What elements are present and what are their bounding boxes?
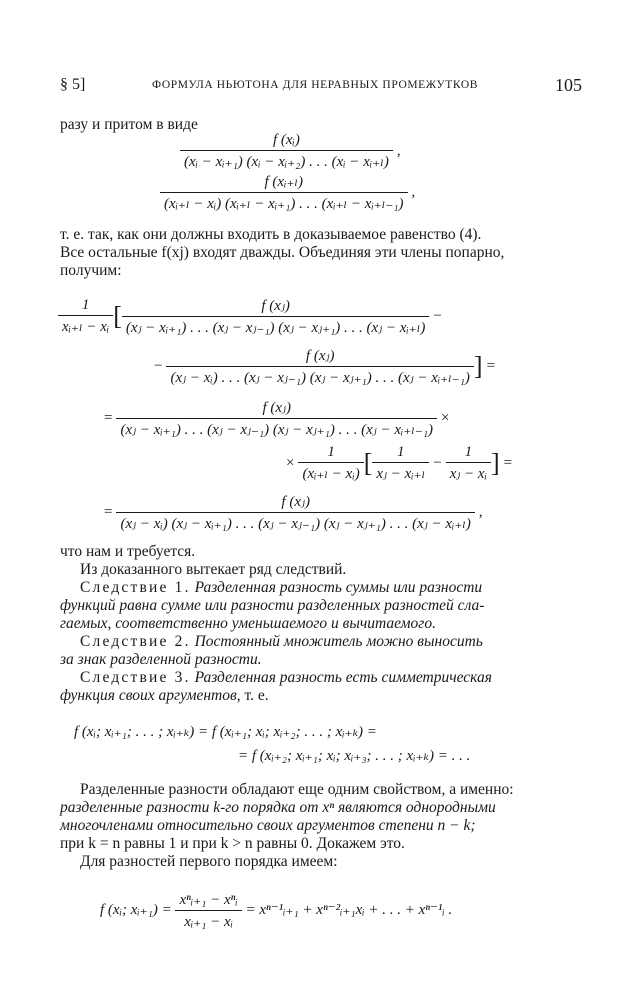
numerator: xⁿᵢ₊₁ − xⁿᵢ [179,892,238,908]
running-title: ФОРМУЛА НЬЮТОНА ДЛЯ НЕРАВНЫХ ПРОМЕЖУТКОВ [152,79,479,91]
fraction [175,890,241,931]
left-bracket: [ [113,301,122,331]
times-sign: × [441,409,450,426]
denominator: (xⱼ − xᵢ₊₁) . . . (xⱼ − xⱼ₋₁) (xⱼ − xⱼ₊₁) . . . (xⱼ − xᵢ₊ₗ) [122,316,429,337]
numerator: f (xᵢ₊ₗ) [264,174,304,190]
corollary-label: Следствие 1. [80,579,191,596]
equals-sign: = [104,503,113,520]
equation-line-2 [150,346,499,387]
text-line: разделенные разности k-го порядка от xⁿ являются однородными [60,799,496,816]
page-number: 105 [555,75,582,95]
numerator: 1 [327,444,335,460]
text-line: Для разностей первого порядка имеем: [80,853,338,870]
minus-sign: − [154,357,163,374]
difference-equation [100,890,452,931]
corollary-3 [80,669,582,687]
denominator: (xⱼ − xᵢ) . . . (xⱼ − xⱼ₋₁) (xⱼ − xⱼ₊₁) . . . (xⱼ − xᵢ₊ₗ₋₁) [166,366,473,387]
symmetry-equation-2: = f (xᵢ₊₂; xᵢ₊₁; xᵢ; xᵢ₊₃; . . . ; xᵢ₊ₖ) = . . . [238,748,471,764]
fraction [372,444,429,483]
minus-sign: − [433,307,442,324]
text-line: за знак разделенной разности. [60,651,262,668]
corollary-text: функция своих аргументов, [60,687,241,704]
equation-line-5 [100,492,487,533]
equation-line-4 [282,444,516,483]
section-number: § 5] [60,76,86,93]
text-line: гаемых, соответственно уменьшаемого и вычитаемого. [60,615,436,632]
text-line: при k = n равны 1 и при k > n равны 0. Докажем это. [60,835,405,852]
fraction [122,296,429,337]
denominator: xᵢ₊ₗ − xᵢ [58,315,113,336]
equation-lhs: f (xᵢ; xᵢ₊₁) = [100,901,172,918]
numerator: f (xⱼ) [305,348,335,364]
times-sign: × [286,454,295,471]
denominator: xⱼ − xᵢ [446,462,491,483]
right-bracket: ] [473,351,483,381]
text-line: функций равна сумме или разности разделенных разностей сла- [60,597,485,614]
running-header [60,76,582,98]
fraction [116,492,474,533]
corollary-text: Разделенная разность суммы или разности [194,579,483,596]
text-line: Из доказанного вытекает ряд следствий. [80,561,347,578]
equation-line-3 [100,398,454,439]
comma: , [478,503,483,520]
right-bracket: ] [490,448,500,478]
equals-sign: = [503,454,513,471]
numerator: f (xᵢ) [272,132,300,148]
corollary-label: Следствие 2. [80,633,191,650]
text-line: получим: [60,262,122,279]
corollary-label: Следствие 3. [80,669,191,686]
text-line: т. е. так, как они должны входить в доказываемое равенство (4). [60,226,482,243]
equation-line-1 [58,296,446,337]
numerator: 1 [464,444,473,460]
corollary-1 [80,579,582,597]
minus-sign: − [433,454,442,471]
fraction [58,297,113,336]
equation-term-first [180,132,405,171]
corollary-text: Разделенная разность есть симметрическая [194,669,493,686]
corollary-text: Постоянный множитель можно выносить [194,633,483,650]
text-line: разу и притом в виде [60,116,198,133]
text-line: что нам и требуется. [60,543,196,560]
fraction [180,132,393,171]
text-line: многочленами относительно своих аргументов степени n − k; [60,817,476,834]
comma: , [396,142,401,159]
text-line: Разделенные разности обладают еще одним свойством, а именно: [80,781,514,798]
numerator: 1 [81,297,90,313]
left-bracket: [ [363,448,373,478]
denominator: (xᵢ − xᵢ₊₁) (xᵢ − xᵢ₊₂) . . . (xᵢ − xᵢ₊ₗ) [180,150,393,171]
text-line: Все остальные f(xj) входят дважды. Объединяя эти члены попарно, [60,244,505,261]
corollary-2 [80,633,582,651]
text-fragment: т. е. [244,687,269,704]
equation-term-last [160,172,419,213]
equals-sign: = [104,409,113,426]
denominator: xᵢ₊₁ − xᵢ [175,910,241,931]
denominator: (xⱼ − xᵢ) (xⱼ − xᵢ₊₁) . . . (xⱼ − xⱼ₋₁) (xⱼ − xⱼ₊₁) . . . (xⱼ − xᵢ₊ₗ) [116,512,474,533]
denominator: (xᵢ₊ₗ − xᵢ) [298,462,363,483]
fraction [160,172,408,213]
fraction [298,444,363,483]
text-line [60,687,582,705]
numerator: f (xⱼ) [281,494,310,510]
numerator: f (xⱼ) [262,400,292,416]
symmetry-equation-1: f (xᵢ; xᵢ₊₁; . . . ; xᵢ₊ₖ) = f (xᵢ₊₁; xᵢ; xᵢ₊₂; . . . ; xᵢ₊ₖ) = [74,724,377,740]
denominator: xⱼ − xᵢ₊ₗ [372,462,429,483]
numerator: 1 [397,444,405,460]
fraction [116,398,437,439]
fraction [166,346,473,387]
fraction [446,444,491,483]
equation-rhs: = xⁿ⁻¹ᵢ₊₁ + xⁿ⁻²ᵢ₊₁xᵢ + . . . + xⁿ⁻¹ᵢ . [245,901,453,918]
denominator: (xⱼ − xᵢ₊₁) . . . (xⱼ − xⱼ₋₁) (xⱼ − xⱼ₊₁) . . . (xⱼ − xᵢ₊ₗ₋₁) [116,418,437,439]
equals-sign: = [486,357,496,374]
denominator: (xᵢ₊ₗ − xᵢ) (xᵢ₊ₗ − xᵢ₊₁) . . . (xᵢ₊ₗ − xᵢ₊ₗ₋₁) [160,192,408,213]
numerator: f (xⱼ) [261,298,290,314]
comma: , [411,183,416,200]
